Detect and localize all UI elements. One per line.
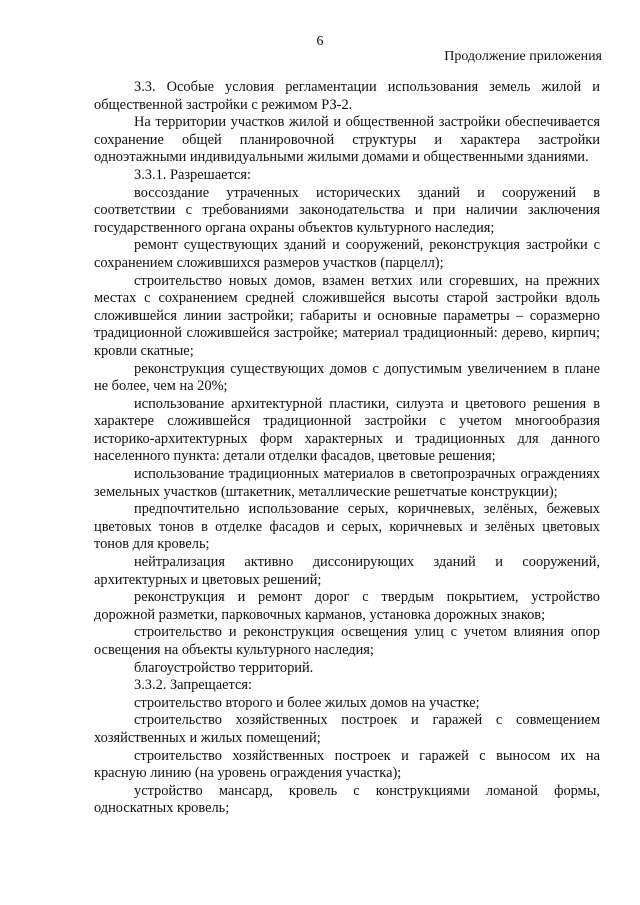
subsection-heading: 3.3.1. Разрешается: [134,166,251,183]
list-item: использование архитектурной пластики, силуэта и цветового решения в характере сложившейся традиционной застройки с учетом многообразия историко-архитектурных форм характерных и традиционных для данного населенного пункта: детали отделки фасадов, цветовые решения; [94,395,600,465]
list-item: строительство новых домов, взамен ветхих или сгоревших, на прежних местах с сохранением средней сложившейся высоты старой застройки вдоль сложившейся линии застройки; габариты и основные параметры – соразмерно традиционной сложившейся застройке; материал традиционный: дерево, кирпич; кровли скатные; [94,272,600,359]
document-body [94,79,600,818]
section-heading: 3.3. Особые условия регламентации использования земель жилой и общественной застройки с режимом РЗ-2. [94,79,600,113]
list-item: строительство и реконструкция освещения улиц с учетом влияния опор освещения на объекты культурного наследия; [94,624,600,658]
list-item: устройство мансард, кровель с конструкциями ломаной формы, односкатных кровель; [94,782,600,817]
list-item: строительство хозяйственных построек и гаражей с выносом их на красную линию (на уровень ограждения участка); [94,747,600,782]
list-item: строительство хозяйственных построек и гаражей с совмещением хозяйственных и жилых помещений; [94,712,600,746]
list-item: нейтрализация активно диссонирующих зданий и сооружений, архитектурных и цветовых решений; [94,554,600,588]
list-item: воссоздание утраченных исторических зданий и сооружений в соответствии с требованиями законодательства и при наличии заключения государственного органа охраны объектов культурного наследия; [94,184,600,236]
continuation-note: Продолжение приложения [444,49,602,64]
list-item: реконструкция и ремонт дорог с твердым покрытием, устройство дорожной разметки, парковочных карманов, установка дорожных знаков; [94,589,600,623]
list-item: использование традиционных материалов в светопрозрачных ограждениях земельных участков (штакетник, металлические решетчатые конструкции); [94,466,600,500]
list-item: строительство второго и более жилых домов на участке; [134,694,480,711]
list-item: ремонт существующих зданий и сооружений, реконструкция застройки с сохранением сложившихся размеров участков (парцелл); [94,237,600,271]
paragraph: На территории участков жилой и общественной застройки обеспечивается сохранение общей планировочной структуры и характера застройки одноэтажными индивидуальными жилыми домами и общественными зданиями. [94,114,600,166]
list-item: предпочтительно использование серых, коричневых, зелёных, бежевых цветовых тонов в отделке фасадов и серых, коричневых и зелёных цветовых тонов для кровель; [94,501,600,553]
page-number: 6 [316,34,324,49]
list-item: благоустройство территорий. [134,659,314,676]
list-item: реконструкция существующих домов с допустимым увеличением в плане не более, чем на 20%; [94,360,600,395]
subsection-heading: 3.3.2. Запрещается: [134,677,252,694]
